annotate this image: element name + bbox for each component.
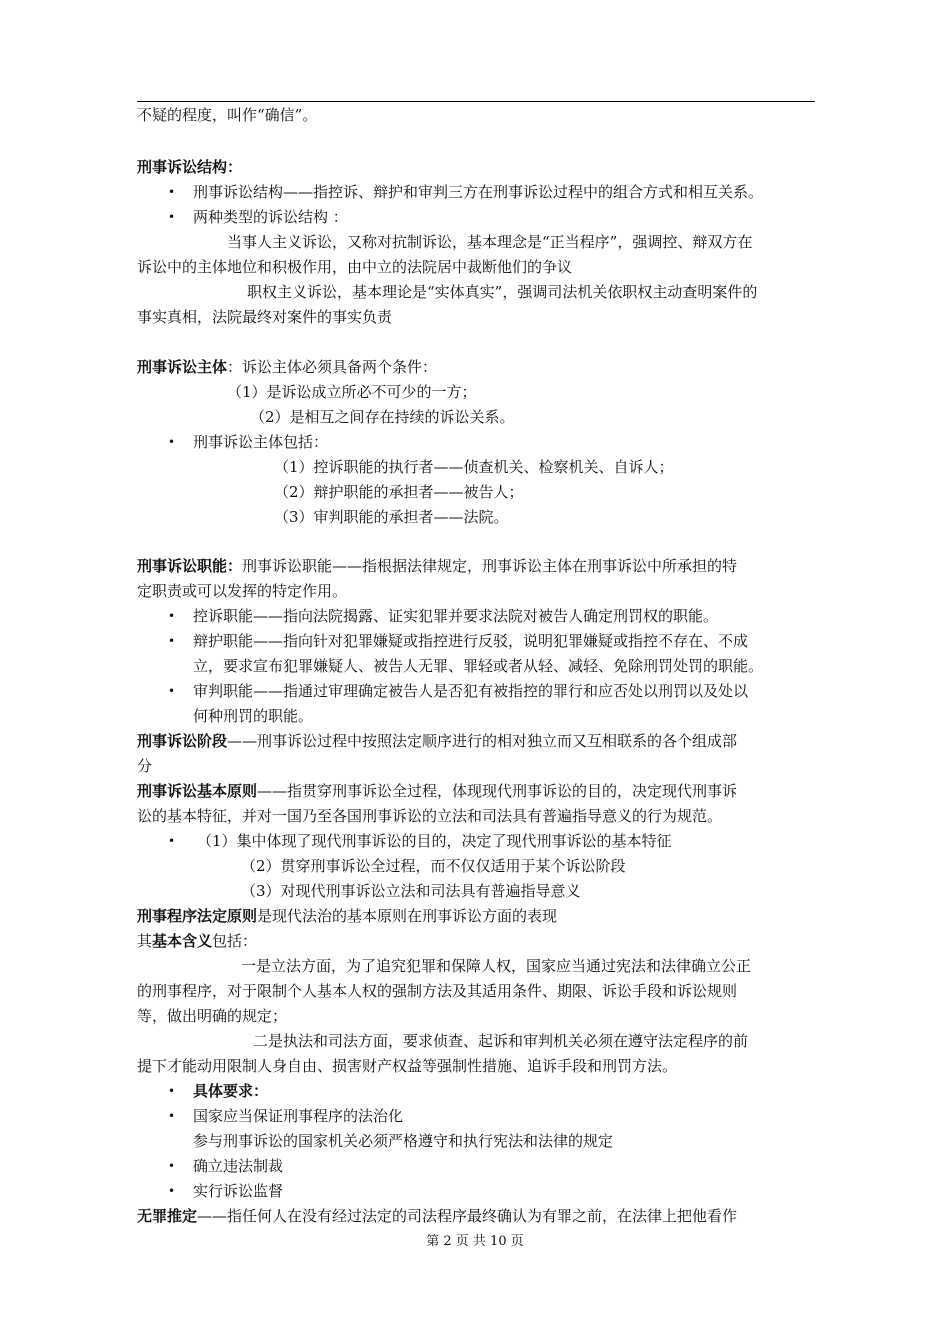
text-line: 等，做出明确的规定； [137,1007,288,1025]
list-item: 辩护职能——指向针对犯罪嫌疑或指控进行反驳，说明犯罪嫌疑或指控不存在、不成 [193,632,749,650]
text-line: 分 [137,757,153,775]
list-item: 国家应当保证刑事程序的法治化 [193,1107,404,1125]
text-span: 包括： [212,932,258,950]
list-item: （1）集中体现了现代刑事诉讼的目的，决定了现代刑事诉讼的基本特征 [197,832,672,850]
text-line: （3）对现代刑事诉讼立法和司法具有普遍指导意义 [241,882,581,900]
text-span: ——指任何人在没有经过法定的司法程序最终确认为有罪之前，在法律上把他看作 [197,1207,738,1225]
bullet-icon: • [168,634,176,648]
text-line: 诉讼中的主体地位和积极作用，由中立的法院居中裁断他们的争议 [137,258,573,276]
text-line: （1）是诉讼成立所必不可少的一方； [227,383,477,401]
text-line: （1）控诉职能的执行者——侦查机关、检察机关、自诉人； [274,458,674,476]
bullet-icon: • [168,609,176,623]
text-line [137,556,737,576]
text-line: （2）贯穿刑事诉讼全过程，而不仅仅适用于某个诉讼阶段 [241,857,626,875]
text-line: 当事人主义诉讼，又称对抗制诉讼，基本理念是“正当程序”，强调控、辩双方在 [227,233,753,251]
header-rule [137,101,815,102]
text-line: 一是立法方面，为了追究犯罪和保障人权，国家应当通过宪法和法律确立公正 [241,957,752,975]
text-span: 刑事诉讼职能——指根据法律规定，刑事诉讼主体在刑事诉讼中所承担的特 [242,557,738,575]
text-line: 二是执法和司法方面，要求侦查、起诉和审判机关必须在遵守法定程序的前 [253,1032,749,1050]
text-span: ：诉讼主体必须具备两个条件： [227,358,438,376]
text-line [137,906,557,926]
list-item: 刑事诉讼结构——指控诉、辩护和审判三方在刑事诉讼过程中的组合方式和相互关系。 [193,183,764,201]
bullet-icon: • [168,684,176,698]
text-span: 是现代法治的基本原则在刑事诉讼方面的表现 [257,907,558,925]
term: 刑事诉讼阶段 [137,732,228,750]
bullet-icon: • [168,210,176,224]
text-line: 不疑的程度，叫作“确信”。 [137,106,318,124]
bullet-icon: • [168,1184,176,1198]
page-footer: 第 2 页 共 10 页 [426,1234,524,1249]
text-line [137,931,257,951]
list-item: 审判职能——指通过审理确定被告人是否犯有被指控的罪行和应否处以刑罚以及处以 [193,682,749,700]
list-item: 具体要求： [193,1082,269,1100]
text-line: 职权主义诉讼，基本理论是“实体真实”，强调司法机关依职权主动查明案件的 [247,283,758,301]
text-line: （2）辩护职能的承担者——被告人； [274,483,524,501]
text-span: 其 [137,932,153,950]
section-heading: 刑事诉讼主体 [137,358,228,376]
text-line: 讼的基本特征，并对一国乃至各国刑事诉讼的立法和司法具有普遍指导意义的行为规范。 [137,807,723,825]
text-line: 提下才能动用限制人身自由、损害财产权益等强制性措施、追诉手段和刑罚方法。 [137,1057,678,1075]
list-item: 刑事诉讼主体包括： [193,433,329,451]
text-line [137,731,737,751]
term: 基本含义 [152,932,213,950]
text-line: 参与刑事诉讼的国家机关必须严格遵守和执行宪法和法律的规定 [193,1132,614,1150]
text-line [137,1206,737,1226]
text-span: ——指贯穿刑事诉讼全过程，体现现代刑事诉讼的目的，决定现代刑事诉 [257,782,738,800]
section-heading: 刑事诉讼结构： [137,158,243,176]
term: 无罪推定 [137,1207,198,1225]
term: 刑事诉讼基本原则 [137,782,258,800]
text-line: 事实真相，法院最终对案件的事实负责 [137,308,393,326]
text-span: ——刑事诉讼过程中按照法定顺序进行的相对独立而又互相联系的各个组成部 [227,732,738,750]
bullet-icon: • [168,1084,176,1098]
text-line: （3）审判职能的承担者——法院。 [274,508,509,526]
bullet-icon: • [168,435,176,449]
text-line: 立，要求宣布犯罪嫌疑人、被告人无罪、罪轻或者从轻、减轻、免除刑罚处罚的职能。 [193,657,764,675]
text-line [137,357,437,377]
list-item: 确立违法制裁 [193,1157,284,1175]
text-line: 的刑事程序，对于限制个人基本人权的强制方法及其适用条件、期限、诉讼手段和诉讼规则 [137,982,738,1000]
bullet-icon: • [168,1159,176,1173]
text-line: 定职责或可以发挥的特定作用。 [137,582,348,600]
text-line: （2）是相互之间存在持续的诉讼关系。 [250,408,515,426]
term: 刑事程序法定原则 [137,907,258,925]
list-item: 实行诉讼监督 [193,1182,284,1200]
bullet-icon: • [168,1109,176,1123]
list-item: 控诉职能——指向法院揭露、证实犯罪并要求法院对被告人确定刑罚权的职能。 [193,607,719,625]
text-line [137,781,737,801]
bullet-icon: • [168,834,176,848]
list-item: 两种类型的诉讼结构 ： [193,208,348,226]
text-line: 何种刑罚的职能。 [193,707,314,725]
section-heading: 刑事诉讼职能： [137,557,243,575]
bullet-icon: • [168,185,176,199]
